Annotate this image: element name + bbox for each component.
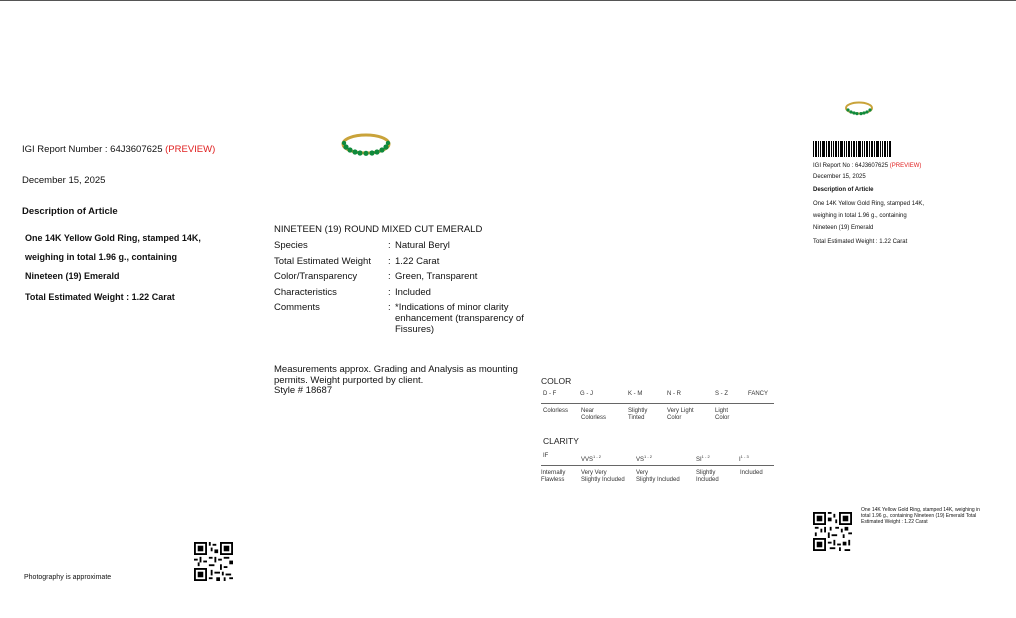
clarity-desc: Slightly Included (581, 477, 625, 483)
clarity-desc: Very (636, 470, 649, 476)
qr-code-icon (194, 542, 233, 581)
card-desc-line: One 14K Yellow Gold Ring, stamped 14K, (813, 201, 925, 207)
color-scale-rule (541, 403, 774, 404)
clarity-desc: Included (696, 477, 719, 483)
spec-label: Color/Transparency (274, 271, 358, 282)
report-number-label: IGI Report Number : (22, 144, 111, 155)
spec-label: Comments (274, 302, 320, 313)
photo-note: Photography is approximate (24, 574, 112, 581)
spec-colon: : (388, 287, 391, 298)
clarity-desc: Slightly Included (636, 477, 680, 483)
card-desc-line: Nineteen (19) Emerald (813, 225, 874, 231)
color-grade: N - R (667, 391, 681, 397)
spec-value: Included (395, 287, 431, 298)
description-line: One 14K Yellow Gold Ring, stamped 14K, (25, 233, 201, 243)
spec-label: Characteristics (274, 287, 337, 298)
spec-colon: : (388, 302, 391, 313)
measurements-note (274, 365, 544, 397)
clarity-desc: Slightly (696, 470, 716, 476)
total-weight-line: Total Estimated Weight : 1.22 Carat (25, 292, 175, 302)
clarity-desc: Included (740, 470, 763, 476)
qr-code-icon (813, 512, 852, 551)
card-preview-badge: (PREVIEW) (889, 163, 922, 169)
card-date: December 15, 2025 (813, 174, 866, 180)
color-scale-heading: COLOR (541, 376, 572, 386)
color-grade: FANCY (748, 391, 769, 397)
card-desc-line: weighing in total 1.96 g., containing (813, 213, 907, 219)
spec-value: 1.22 Carat (395, 256, 440, 267)
color-desc: Light (715, 408, 729, 414)
spec-colon: : (388, 240, 391, 251)
barcode-icon (813, 141, 891, 157)
description-line: weighing in total 1.96 g., containing (25, 252, 178, 262)
color-desc: Slightly (628, 408, 648, 414)
clarity-desc: Internally (541, 470, 566, 476)
measurements-text: Measurements approx. Grading and Analysis as mounting permits. Weight purported by client. (274, 364, 518, 386)
top-border (0, 0, 1016, 1)
clarity-scale-rule (541, 465, 774, 466)
color-grade: S - Z (715, 391, 728, 397)
clarity-grade: SI$^{1 - 2}$ (696, 454, 710, 463)
report-number: 64J3607625 (110, 144, 163, 155)
qr-caption: One 14K Yellow Gold Ring, stamped 14K, weighing in total 1.96 g., containing Nineteen (19) Emerald Total Estimated Weight : 1.22 Carat (861, 507, 980, 525)
clarity-grade: VVS$^{1 - 2}$ (581, 454, 602, 463)
color-grade: G - J (580, 391, 593, 397)
spec-colon: : (388, 256, 391, 267)
card-total-weight: Total Estimated Weight : 1.22 Carat (813, 239, 908, 245)
description-line: Nineteen (19) Emerald (25, 271, 120, 281)
spec-value: Green, Transparent (395, 271, 478, 282)
spec-colon: : (388, 271, 391, 282)
emerald-ring-image (340, 130, 392, 158)
report-number-line (22, 144, 215, 155)
color-desc: Color (715, 415, 730, 421)
spec-label: Total Estimated Weight (274, 256, 371, 267)
clarity-grade: VS$^{1 - 2}$ (636, 454, 653, 463)
clarity-desc: Flawless (541, 477, 565, 483)
clarity-scale-heading: CLARITY (543, 436, 579, 446)
clarity-grade: $I^{1 - 3}$ (739, 454, 749, 463)
color-grade: D - F (543, 391, 557, 397)
stone-title: NINETEEN (19) ROUND MIXED CUT EMERALD (274, 224, 483, 235)
preview-badge: (PREVIEW) (165, 144, 216, 155)
color-desc: Near (581, 408, 595, 414)
color-desc: Very Light (667, 408, 694, 414)
spec-value: *Indications of minor clarity enhancement (transparency of Fissures) (395, 302, 524, 335)
spec-value: Natural Beryl (395, 240, 450, 251)
color-desc: Colorless (543, 408, 569, 414)
report-date: December 15, 2025 (22, 175, 106, 186)
color-desc: Tinted (628, 415, 645, 421)
card-report-number: IGI Report No : 64J3607625 (PREVIEW) (813, 163, 922, 169)
color-desc: Colorless (581, 415, 607, 421)
clarity-desc: Very Very (581, 470, 607, 476)
style-number: Style # 18687 (274, 385, 333, 396)
spec-label: Species (274, 240, 308, 251)
card-desc-heading: Description of Article (813, 187, 874, 193)
description-heading: Description of Article (22, 206, 118, 217)
emerald-ring-thumbnail (844, 100, 874, 117)
clarity-grade: IF (543, 453, 549, 459)
color-grade: K - M (628, 391, 643, 397)
color-desc: Color (667, 415, 682, 421)
